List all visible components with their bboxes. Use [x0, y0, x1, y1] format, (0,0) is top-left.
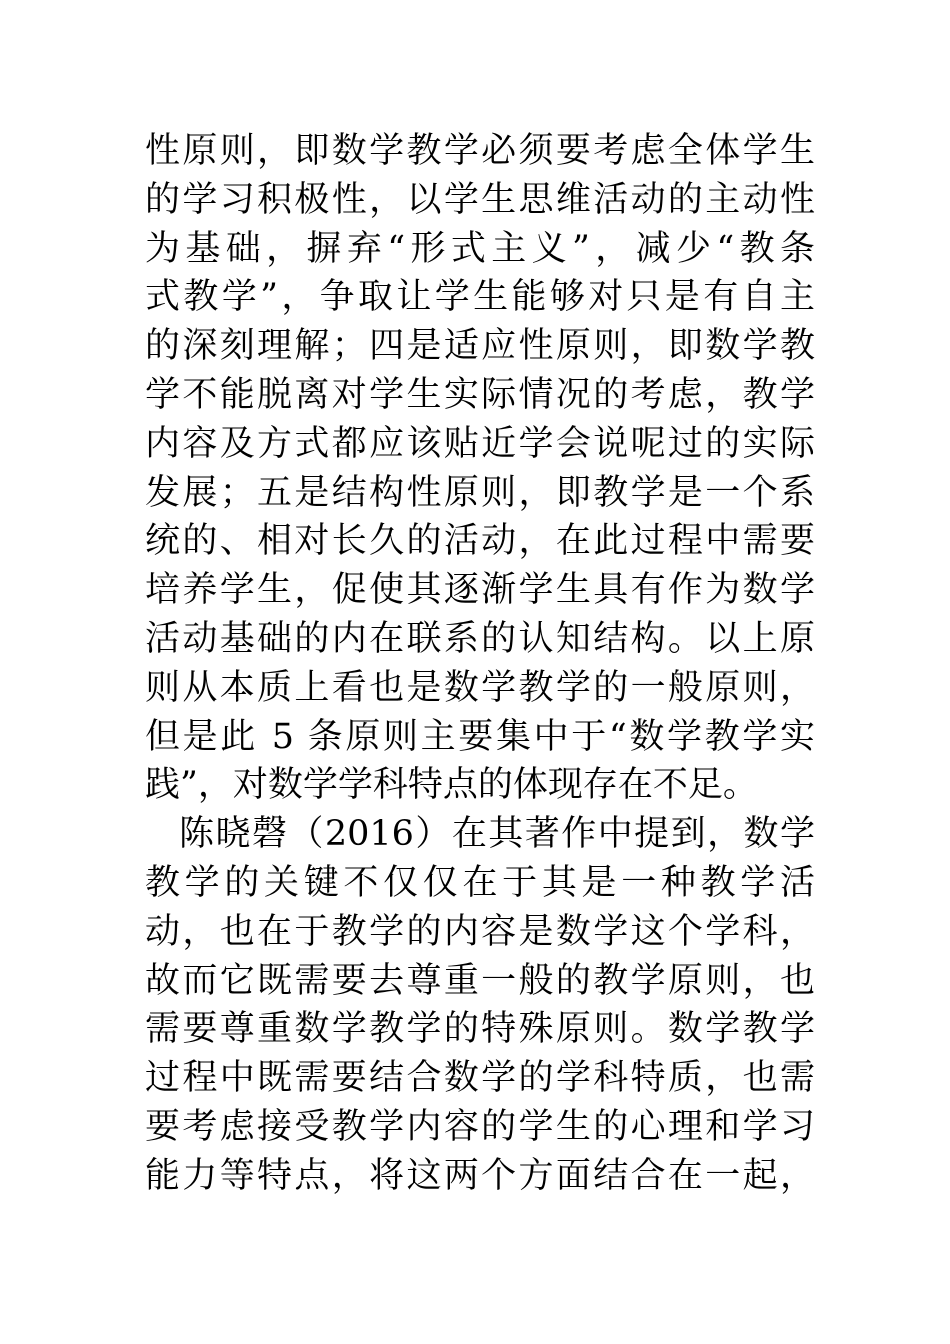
text-line: 陈晓磬（2016）在其著作中提到，数学 [179, 814, 815, 855]
text-line: 的深刻理解；四是适应性原则，即数学教 [145, 326, 815, 367]
text-line: 要考虑接受教学内容的学生的心理和学习 [145, 1106, 815, 1147]
text-line: 统的、相对长久的活动，在此过程中需要 [145, 521, 815, 562]
text-line: 但是此 5 条原则主要集中于“数学教学实 [145, 716, 815, 757]
text-line: 性原则，即数学教学必须要考虑全体学生 [145, 131, 815, 171]
text-line: 践”，对数学学科特点的体现存在不足。 [145, 765, 758, 806]
text-line: 的学习积极性，以学生思维活动的主动性 [145, 179, 815, 220]
text-line: 需要尊重数学教学的特殊原则。数学教学 [145, 1009, 815, 1050]
body-text [145, 127, 815, 1201]
paragraph-2 [145, 810, 815, 1200]
text-line: 发展；五是结构性原则，即教学是一个系 [145, 472, 815, 513]
text-line: 培养学生，促使其逐渐学生具有作为数学 [145, 570, 815, 611]
text-line: 学不能脱离对学生实际情况的考虑，教学 [145, 374, 815, 415]
text-line: 为基础，摒弃“形式主义”，减少“教条 [145, 228, 815, 269]
paragraph-1 [145, 127, 815, 810]
text-line: 动，也在于教学的内容是数学这个学科， [145, 911, 815, 952]
text-line: 式教学”，争取让学生能够对只是有自主 [145, 277, 815, 318]
text-line: 教学的关键不仅仅在于其是一种教学活 [145, 862, 815, 903]
text-line: 活动基础的内在联系的认知结构。以上原 [145, 618, 815, 659]
text-line: 过程中既需要结合数学的学科特质，也需 [145, 1058, 815, 1099]
text-line: 能力等特点，将这两个方面结合在一起， [145, 1155, 815, 1196]
text-line: 则从本质上看也是数学教学的一般原则， [145, 667, 815, 708]
text-line: 故而它既需要去尊重一般的教学原则，也 [145, 960, 815, 1001]
text-line: 内容及方式都应该贴近学会说呢过的实际 [145, 423, 815, 464]
